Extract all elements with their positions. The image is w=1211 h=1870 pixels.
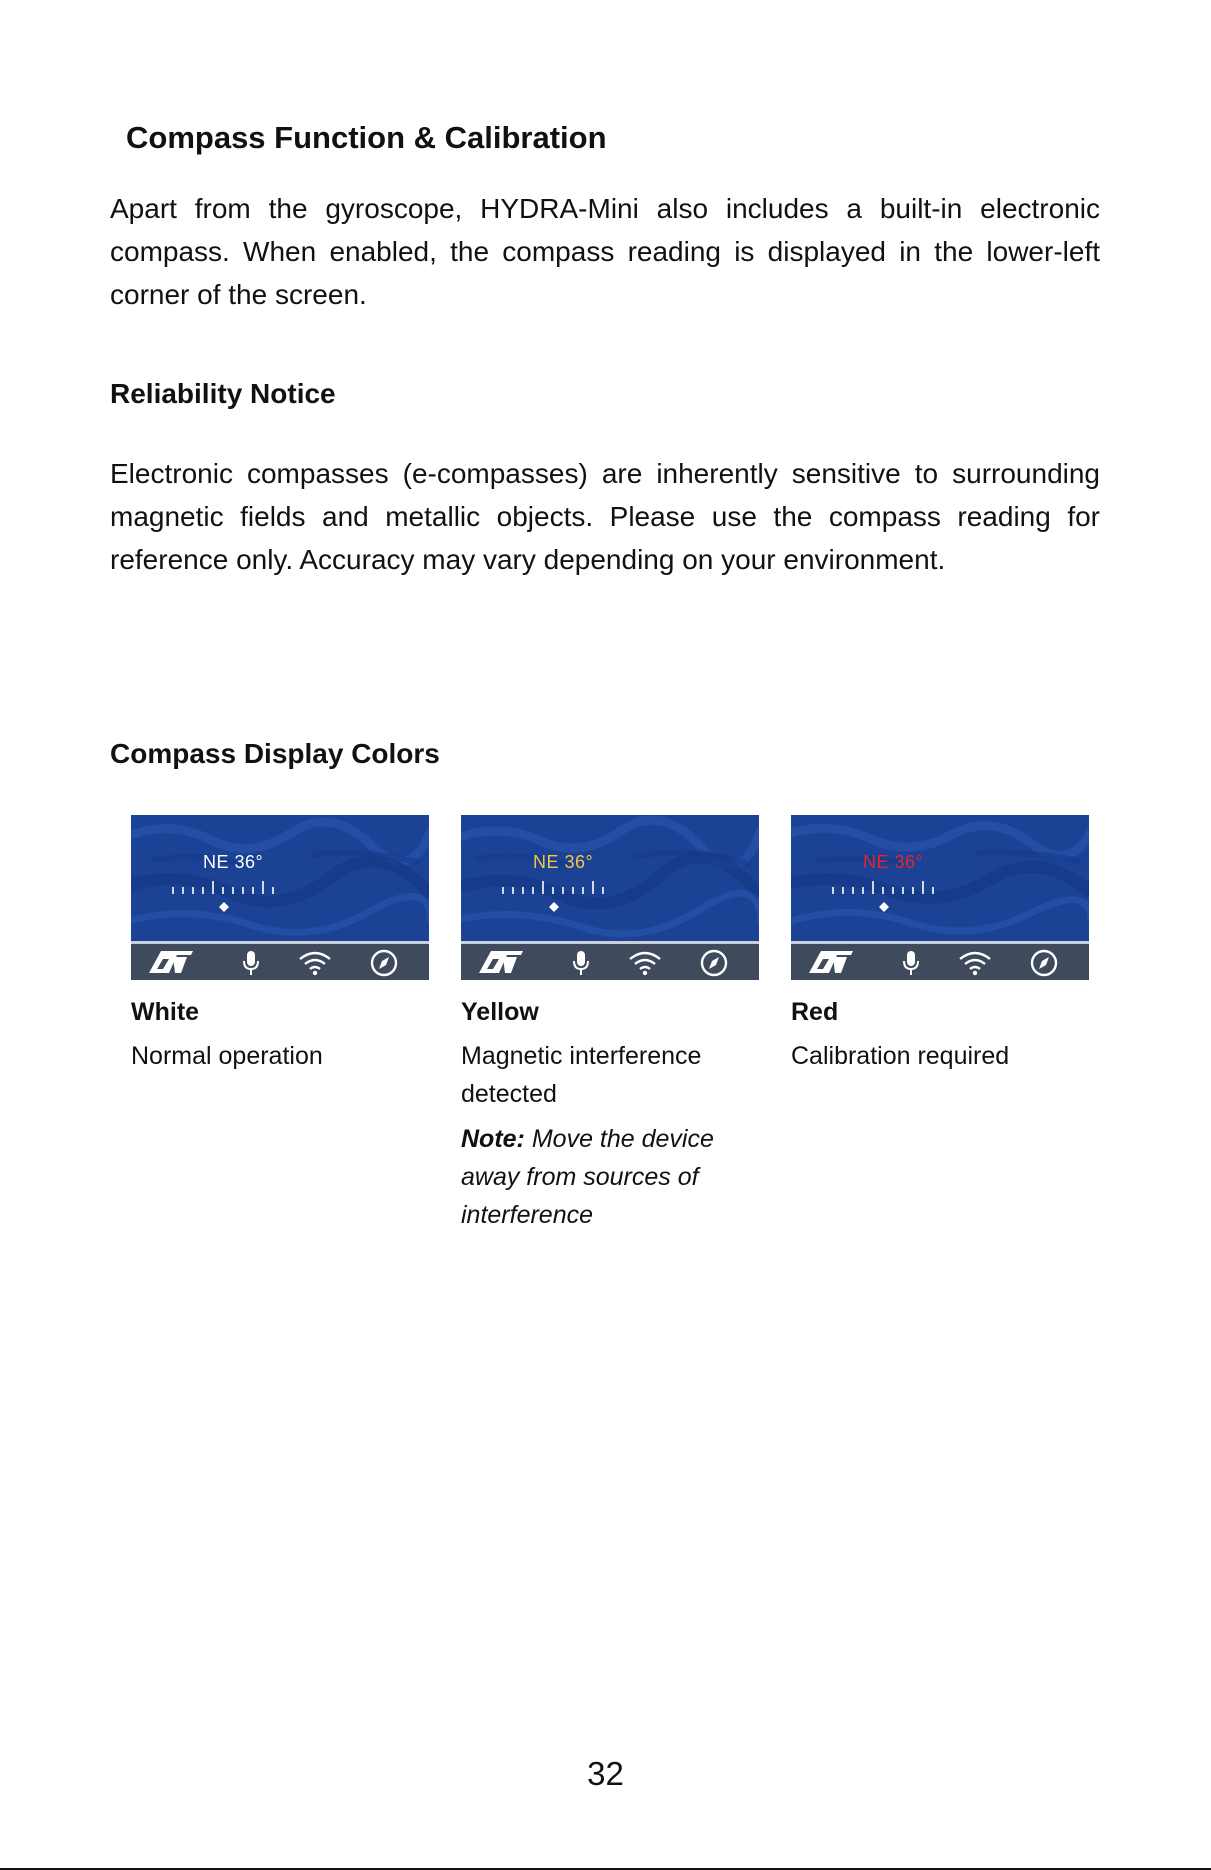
heading-scale-icon bbox=[171, 881, 301, 931]
heading-scale-icon bbox=[501, 881, 631, 931]
wifi-icon bbox=[628, 949, 662, 977]
compass-overlay bbox=[461, 815, 759, 939]
microphone-icon bbox=[571, 949, 591, 977]
logo-icon bbox=[477, 949, 525, 975]
note-label: Note: bbox=[461, 1125, 525, 1153]
color-name: Red bbox=[791, 998, 839, 1026]
compass-reading: NE 36° bbox=[533, 852, 594, 872]
wifi-icon bbox=[298, 949, 332, 977]
color-description: Magnetic interference detected bbox=[461, 1042, 702, 1108]
color-description: Normal operation bbox=[131, 1042, 323, 1070]
compass-icon bbox=[1029, 949, 1059, 977]
logo-icon bbox=[147, 949, 195, 975]
status-bar bbox=[131, 941, 429, 980]
compass-icon bbox=[699, 949, 729, 977]
intro-paragraph: Apart from the gyroscope, HYDRA-Mini also includes a built-in electronic compass. When enabled, the compass reading is displayed in the lower-left corner of the screen. bbox=[110, 193, 1100, 310]
wifi-icon bbox=[958, 949, 992, 977]
color-card-white bbox=[131, 815, 429, 1075]
compass-screenshot bbox=[791, 815, 1089, 980]
color-card-red bbox=[791, 815, 1089, 1075]
note-text: Move the device away from sources of interference bbox=[461, 1125, 714, 1229]
page-number: 32 bbox=[587, 1755, 624, 1792]
note bbox=[461, 1120, 759, 1234]
compass-overlay bbox=[791, 815, 1089, 939]
compass-icon bbox=[369, 949, 399, 977]
heading-scale-icon bbox=[831, 881, 961, 931]
logo-icon bbox=[807, 949, 855, 975]
color-description: Calibration required bbox=[791, 1042, 1010, 1070]
microphone-icon bbox=[901, 949, 921, 977]
display-colors-title: Compass Display Colors bbox=[110, 738, 440, 769]
status-bar bbox=[461, 941, 759, 980]
color-name: White bbox=[131, 998, 200, 1026]
color-card-yellow bbox=[461, 815, 759, 1234]
compass-reading: NE 36° bbox=[863, 852, 924, 872]
color-name: Yellow bbox=[461, 998, 539, 1026]
status-bar bbox=[791, 941, 1089, 980]
reliability-paragraph: Electronic compasses (e-compasses) are inherently sensitive to surrounding magnetic fields and metallic objects. Please use the compass reading for reference only. Accuracy may vary depending on your environment. bbox=[110, 458, 1100, 575]
compass-reading: NE 36° bbox=[203, 852, 264, 872]
page-title: Compass Function & Calibration bbox=[126, 120, 607, 155]
compass-screenshot bbox=[131, 815, 429, 980]
reliability-title: Reliability Notice bbox=[110, 378, 336, 409]
compass-screenshot bbox=[461, 815, 759, 980]
compass-overlay bbox=[131, 815, 429, 939]
microphone-icon bbox=[241, 949, 261, 977]
